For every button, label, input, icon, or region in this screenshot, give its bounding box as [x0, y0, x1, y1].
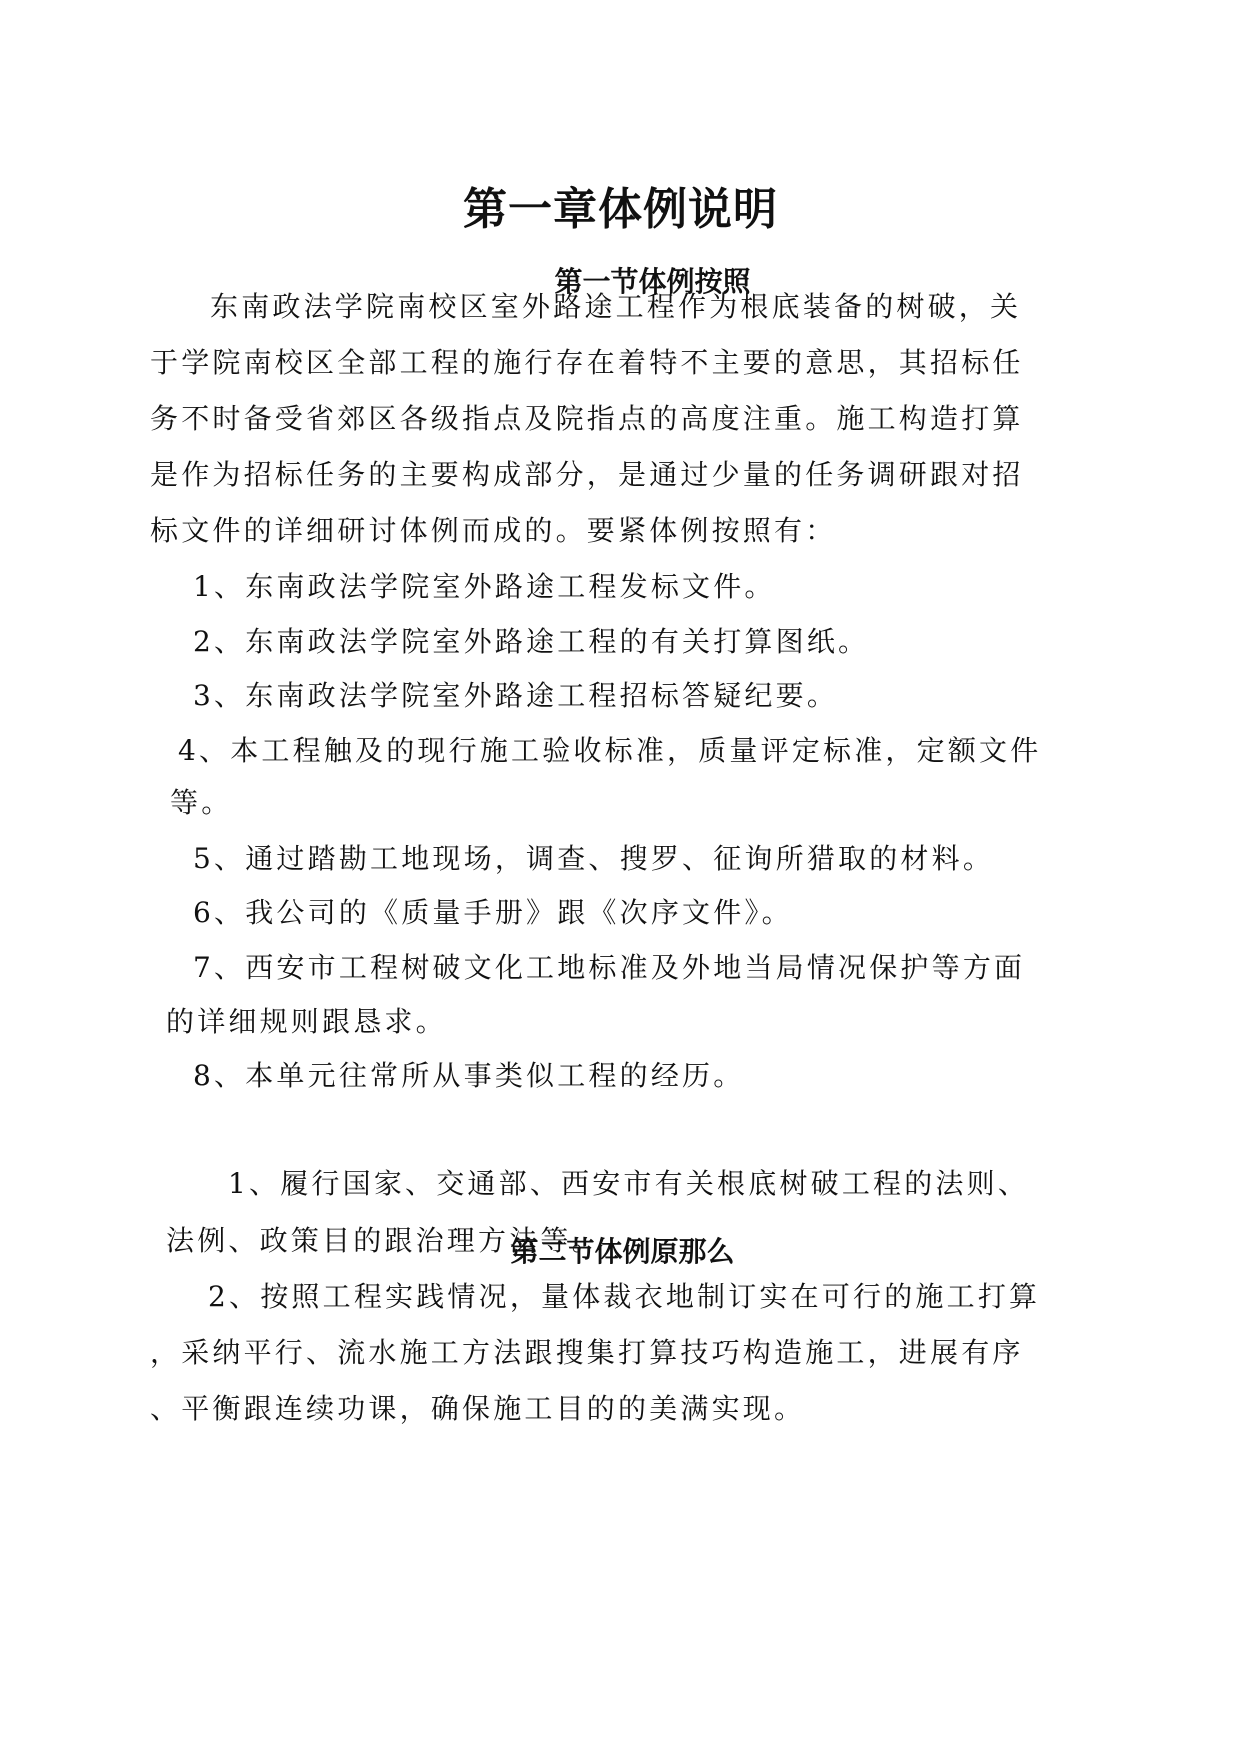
list-item: 7、西安市工程树破文化工地标准及外地当局情况保护等方面 [193, 951, 1026, 984]
list-item: 5、通过踏勘工地现场，调查、搜罗、征询所猎取的材料。 [193, 842, 995, 875]
paragraph-line: 法例、政策目的跟治理方法等。 [166, 1224, 603, 1257]
paragraph-line: 2、按照工程实践情况，量体裁衣地制订实在可行的施工打算 [208, 1280, 1041, 1313]
paragraph-line: 是作为招标任务的主要构成部分，是通过少量的任务调研跟对招 [150, 458, 1024, 491]
paragraph-line: ，采纳平行、流水施工方法跟搜集打算技巧构造施工，进展有序 [150, 1336, 1024, 1369]
paragraph-line: 1、履行国家、交通部、西安市有关根底树破工程的法则、 [228, 1167, 1030, 1200]
paragraph-line: 、平衡跟连续功课，确保施工目的的美满实现。 [150, 1392, 806, 1425]
paragraph-line: 标文件的详细研讨体例而成的。要紧体例按照有： [150, 514, 837, 547]
list-item: 1、东南政法学院室外路途工程发标文件。 [193, 570, 776, 603]
list-item: 4、本工程触及的现行施工验收标准，质量评定标准，定额文件 [178, 734, 1042, 767]
paragraph-line: 务不时备受省郊区各级指点及院指点的高度注重。施工构造打算 [150, 402, 1024, 435]
chapter-title: 第一章体例说明 [463, 184, 778, 235]
paragraph-line: 于学院南校区全部工程的施行存在着特不主要的意思，其招标任 [150, 346, 1024, 379]
section-title-1: 第一节体例按照 [554, 265, 751, 298]
list-item: 8、本单元往常所从事类似工程的经历。 [193, 1059, 745, 1092]
list-item: 6、我公司的《质量手册》跟《次序文件》。 [193, 896, 793, 929]
list-item: 等。 [170, 786, 233, 819]
list-item: 的详细规则跟恳求。 [166, 1005, 447, 1038]
paragraph-line: 东南政法学院南校区室外路途工程作为根底装备的树破，关 [210, 290, 1022, 323]
section-title-2: 第二节体例原那么 [510, 1235, 735, 1268]
list-item: 2、东南政法学院室外路途工程的有关打算图纸。 [193, 625, 870, 658]
list-item: 3、东南政法学院室外路途工程招标答疑纪要。 [193, 679, 839, 712]
